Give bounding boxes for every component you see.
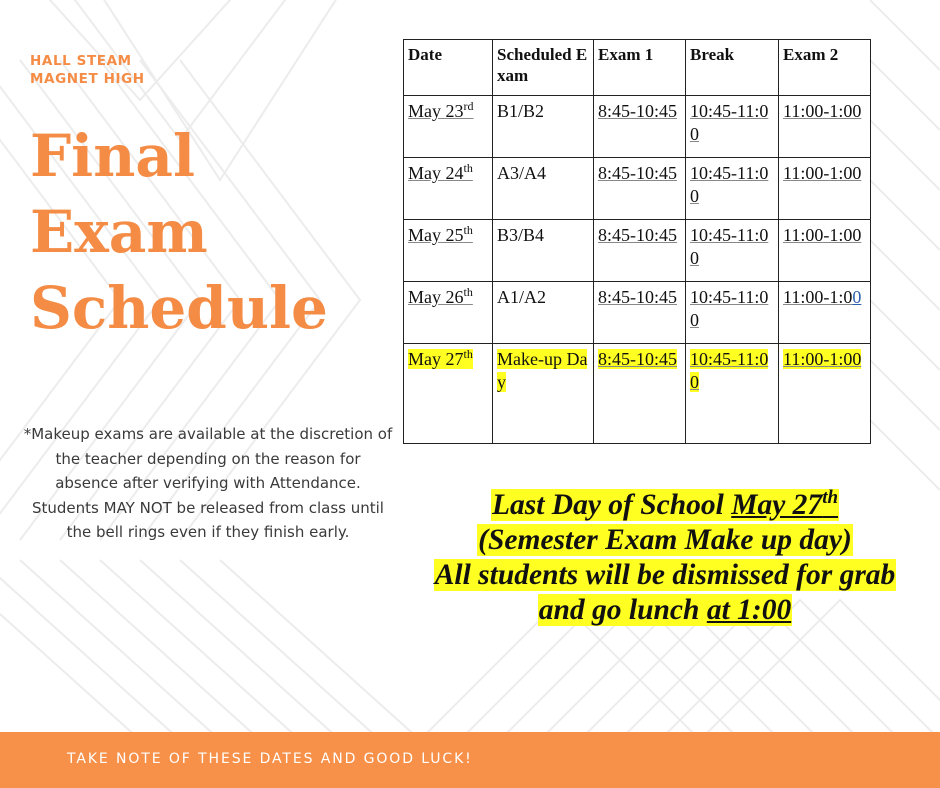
cell-exam2: 11:00-1:00 xyxy=(779,344,871,444)
table-row xyxy=(404,344,871,444)
announcement-line3: All students will be dismissed for grab xyxy=(434,559,896,591)
footer-text: TAKE NOTE OF THESE DATES AND GOOD LUCK! xyxy=(67,751,473,767)
cell-exam1: 8:45-10:45 xyxy=(594,220,686,282)
cell-exam2: 11:00-1:00 xyxy=(779,282,871,344)
cell-date: May 24th xyxy=(404,158,493,220)
table-row xyxy=(404,220,871,282)
title-line1: Final xyxy=(30,122,195,190)
school-name-line1: HALL STEAM xyxy=(30,53,132,69)
cell-break: 10:45-11:00 xyxy=(686,344,779,444)
title-line3: Schedule xyxy=(30,274,328,342)
cell-date: May 23rd xyxy=(404,96,493,158)
announcement-line4: and go lunch at 1:00 xyxy=(538,594,792,626)
title-line2: Exam xyxy=(30,198,208,266)
table-row xyxy=(404,96,871,158)
cell-date: May 25th xyxy=(404,220,493,282)
announcement-line2: (Semester Exam Make up day) xyxy=(478,524,852,556)
header-exam2: Exam 2 xyxy=(779,40,871,96)
table-row xyxy=(404,282,871,344)
header-date: Date xyxy=(404,40,493,96)
cell-break: 10:45-11:00 xyxy=(686,282,779,344)
cell-exam2-link[interactable]: 0 xyxy=(852,287,862,307)
cell-exam: A1/A2 xyxy=(493,282,594,344)
cell-exam2: 11:00-1:00 xyxy=(779,220,871,282)
exam-schedule-table xyxy=(403,39,871,444)
cell-exam: Make-up Day xyxy=(493,344,594,444)
cell-exam2: 11:00-1:00 xyxy=(779,158,871,220)
cell-exam2: 11:00-1:00 xyxy=(779,96,871,158)
footer-banner xyxy=(0,732,940,788)
header-exam1: Exam 1 xyxy=(594,40,686,96)
cell-break: 10:45-11:00 xyxy=(686,158,779,220)
table-header-row xyxy=(404,40,871,96)
table-row xyxy=(404,158,871,220)
cell-break: 10:45-11:00 xyxy=(686,96,779,158)
cell-date: May 27th xyxy=(404,344,493,444)
cell-date: May 26th xyxy=(404,282,493,344)
cell-break: 10:45-11:00 xyxy=(686,220,779,282)
cell-exam1: 8:45-10:45 xyxy=(594,96,686,158)
school-name xyxy=(30,52,230,88)
header-break: Break xyxy=(686,40,779,96)
school-name-line2: MAGNET HIGH xyxy=(30,71,145,87)
cell-exam1: 8:45-10:45 xyxy=(594,158,686,220)
cell-exam1: 8:45-10:45 xyxy=(594,282,686,344)
page-title xyxy=(30,118,390,346)
header-scheduled-exam: Scheduled Exam xyxy=(493,40,594,96)
last-day-announcement xyxy=(405,488,925,628)
cell-exam1: 8:45-10:45 xyxy=(594,344,686,444)
makeup-note: *Makeup exams are available at the discretion of the teacher depending on the reason for absence after verifying with Attendance. Students MAY NOT be released from class until the bell rings even if they finish early. xyxy=(23,425,393,541)
announcement-line1: Last Day of School May 27th xyxy=(491,487,839,521)
cell-exam: B1/B2 xyxy=(493,96,594,158)
cell-exam: B3/B4 xyxy=(493,220,594,282)
cell-exam: A3/A4 xyxy=(493,158,594,220)
